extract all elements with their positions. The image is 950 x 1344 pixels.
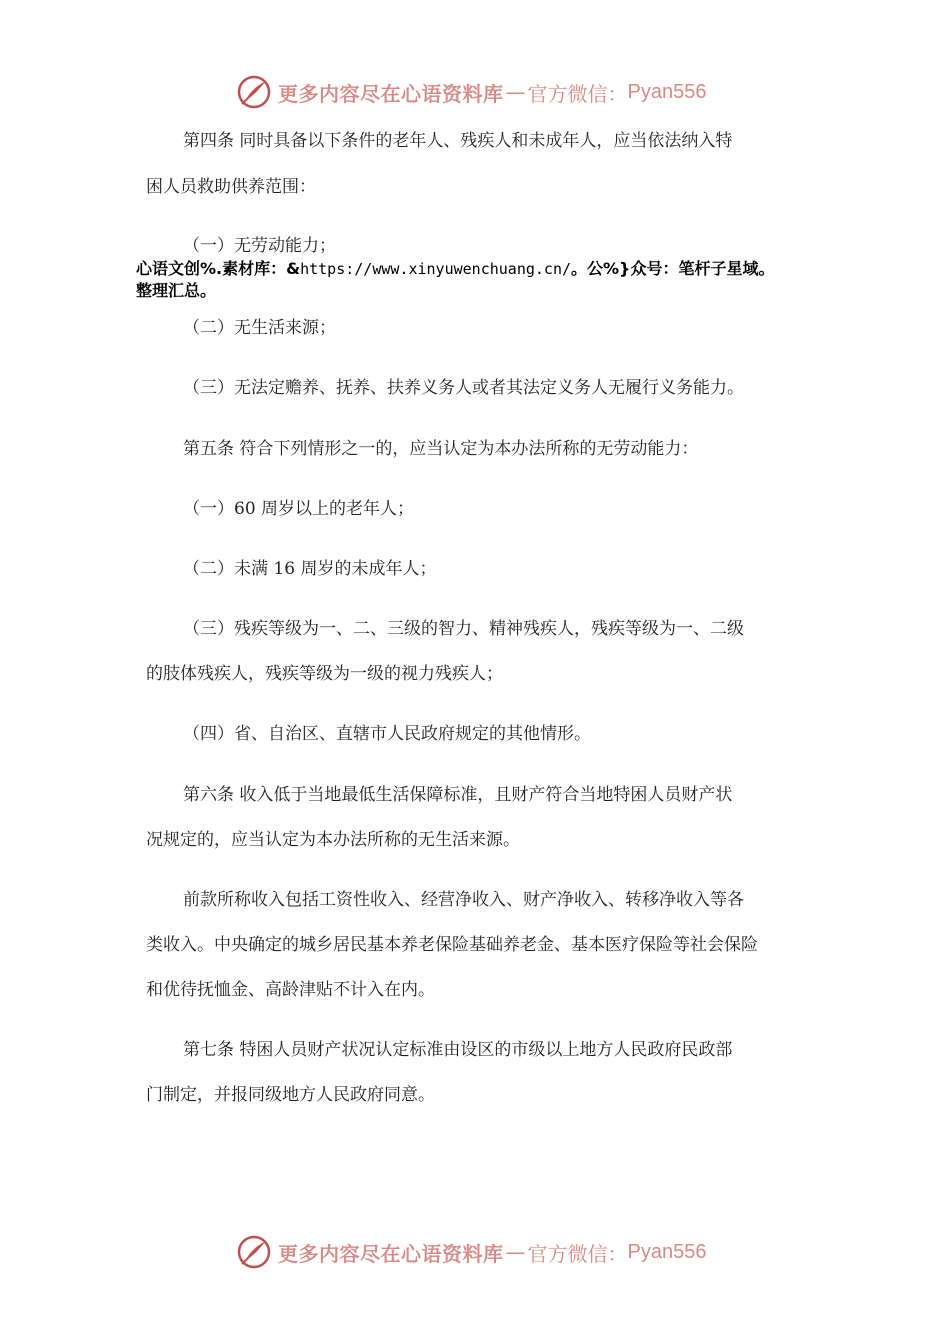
art7-line1: 第七条 特困人员财产状况认定标准由设区的市级以上地方人民政府民政部 — [183, 1040, 733, 1060]
quill-logo-icon — [236, 74, 272, 110]
header-banner — [236, 72, 706, 112]
watermark-text — [136, 258, 836, 302]
income-line1: 前款所称收入包括工资性收入、经营净收入、财产净收入、转移净收入等各 — [183, 890, 744, 910]
banner-wechat-label: 官方微信： — [527, 81, 628, 106]
art4-line1: 第四条 同时具备以下条件的老年人、残疾人和未成年人，应当依法纳入特 — [183, 131, 733, 151]
income-line2: 类收入。中央确定的城乡居民基本养老保险基础养老金、基本医疗保险等社会保险 — [146, 935, 758, 955]
watermark-url: https://www.xinyuwenchuang.cn/ — [300, 260, 572, 278]
quill-logo-icon — [236, 1234, 272, 1270]
watermark-line1 — [136, 258, 836, 280]
art7-line2: 门制定，并报同级地方人民政府同意。 — [146, 1085, 435, 1105]
art4-item1: （一）无劳动能力； — [183, 236, 336, 256]
income-line3: 和优待抚恤金、高龄津贴不计入在内。 — [146, 980, 435, 1000]
watermark-suffix: 。公%}众号：笔杆子星域。 — [571, 259, 775, 278]
art5-item4: （四）省、自治区、直辖市人民政府规定的其他情形。 — [183, 724, 591, 744]
banner-title: 更多内容尽在心语资料库 — [278, 81, 504, 106]
art4-item2: （二）无生活来源； — [183, 318, 336, 338]
watermark-prefix: 心语文创%.素材库：& — [136, 259, 301, 278]
art4-line2: 困人员救助供养范围： — [146, 177, 316, 197]
art5-item1: （一）60 周岁以上的老年人； — [183, 499, 415, 519]
art5-item3-line2: 的肢体残疾人，残疾等级为一级的视力残疾人； — [146, 664, 503, 684]
banner-wechat-id: Pyan556 — [627, 80, 707, 103]
art4-item3: （三）无法定赡养、抚养、扶养义务人或者其法定义务人无履行义务能力。 — [183, 378, 744, 398]
art5-item2: （二）未满 16 周岁的未成年人； — [183, 559, 437, 579]
art6-line1: 第六条 收入低于当地最低生活保障标准，且财产符合当地特困人员财产状 — [183, 785, 733, 805]
footer-wechat-id: Pyan556 — [627, 1240, 707, 1263]
art5-item3-line1: （三）残疾等级为一、二、三级的智力、精神残疾人，残疾等级为一、二级 — [183, 619, 744, 639]
footer-title: 更多内容尽在心语资料库 — [278, 1241, 504, 1266]
banner-separator: — — [505, 80, 526, 104]
art6-line2: 况规定的，应当认定为本办法所称的无生活来源。 — [146, 830, 520, 850]
art5-line1: 第五条 符合下列情形之一的，应当认定为本办法所称的无劳动能力： — [183, 439, 699, 459]
footer-wechat-label: 官方微信： — [527, 1241, 628, 1266]
footer-banner — [236, 1232, 706, 1272]
footer-separator: — — [505, 1240, 526, 1264]
watermark-line2: 整理汇总。 — [136, 281, 217, 300]
